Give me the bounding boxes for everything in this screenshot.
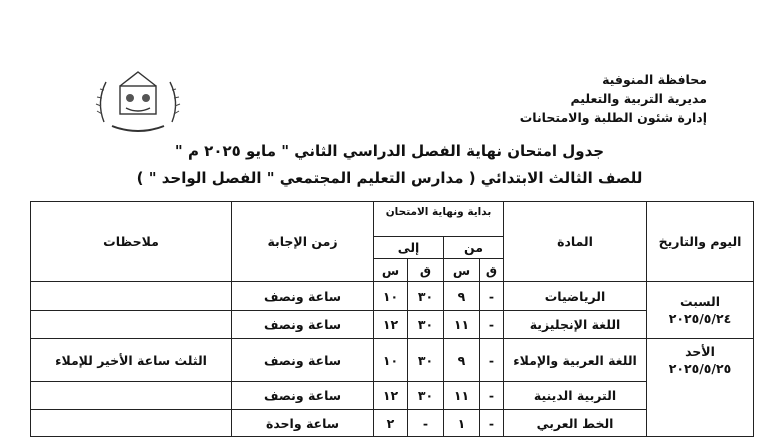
- exam-schedule-table: [30, 201, 754, 437]
- header-from-hour: س: [444, 258, 480, 282]
- header-to-minute: ق: [408, 258, 444, 282]
- to-minute-cell: ٣٠: [408, 339, 444, 382]
- from-minute-cell: -: [480, 282, 504, 311]
- from-minute-cell: -: [480, 382, 504, 410]
- header-to: إلى: [374, 237, 444, 259]
- duration-cell: ساعة واحدة: [232, 410, 374, 437]
- from-hour-cell: ١١: [444, 311, 480, 339]
- to-minute-cell: ٣٠: [408, 382, 444, 410]
- header-day-date: اليوم والتاريخ: [647, 202, 754, 282]
- to-minute-cell: -: [408, 410, 444, 437]
- header-notes: ملاحظات: [31, 202, 232, 282]
- to-hour-cell: ١٢: [374, 311, 408, 339]
- table-row: [31, 311, 754, 339]
- header-start-end: بداية ونهاية الامتحان: [374, 202, 504, 237]
- header-from-minute: ق: [480, 258, 504, 282]
- day-name: الأحد: [685, 344, 715, 360]
- table-row: [31, 282, 754, 311]
- governorate-name: محافظة المنوفية: [602, 72, 707, 87]
- ministry-emblem-icon: [90, 66, 186, 138]
- directorate-name: مديرية التربية والتعليم: [570, 91, 707, 106]
- notes-cell: [31, 311, 232, 339]
- header-duration: زمن الإجابة: [232, 202, 374, 282]
- subject-cell: الرياضيات: [504, 282, 647, 311]
- from-minute-cell: -: [480, 339, 504, 382]
- to-minute-cell: ٣٠: [408, 311, 444, 339]
- subject-cell: اللغة الإنجليزية: [504, 311, 647, 339]
- subject-cell: التربية الدينية: [504, 382, 647, 410]
- authority-header: [520, 70, 707, 127]
- to-minute-cell: ٣٠: [408, 282, 444, 311]
- to-hour-cell: ١٠: [374, 339, 408, 382]
- table-row: [31, 382, 754, 410]
- schedule-subtitle: للصف الثالث الابتدائي ( مدارس التعليم المجتمعي " الفصل الواحد " ): [136, 169, 643, 187]
- duration-cell: ساعة ونصف: [232, 339, 374, 382]
- day-date-cell: [647, 339, 754, 437]
- from-minute-cell: -: [480, 311, 504, 339]
- from-hour-cell: ١: [444, 410, 480, 437]
- to-hour-cell: ٢: [374, 410, 408, 437]
- day-date-cell: [647, 282, 754, 339]
- subject-cell: الخط العربي: [504, 410, 647, 437]
- exam-date: ٢٠٢٥/٥/٢٤: [668, 311, 732, 327]
- department-name: إدارة شئون الطلبة والامتحانات: [519, 110, 707, 125]
- duration-cell: ساعة ونصف: [232, 382, 374, 410]
- header-to-hour: س: [374, 258, 408, 282]
- notes-cell: الثلث ساعة الأخير للإملاء: [31, 339, 232, 382]
- day-name: السبت: [679, 294, 721, 310]
- table-row: [31, 410, 754, 437]
- from-hour-cell: ٩: [444, 282, 480, 311]
- notes-cell: [31, 382, 232, 410]
- to-hour-cell: ١٠: [374, 282, 408, 311]
- duration-cell: ساعة ونصف: [232, 282, 374, 311]
- notes-cell: [31, 410, 232, 437]
- table-row: [31, 339, 754, 382]
- header-from: من: [444, 237, 504, 259]
- exam-date: ٢٠٢٥/٥/٢٥: [668, 361, 732, 377]
- from-hour-cell: ١١: [444, 382, 480, 410]
- from-hour-cell: ٩: [444, 339, 480, 382]
- to-hour-cell: ١٢: [374, 382, 408, 410]
- schedule-title: جدول امتحان نهاية الفصل الدراسي الثاني " مايو ٢٠٢٥ م ": [174, 142, 605, 160]
- notes-cell: [31, 282, 232, 311]
- header-subject: المادة: [504, 202, 647, 282]
- duration-cell: ساعة ونصف: [232, 311, 374, 339]
- from-minute-cell: -: [480, 410, 504, 437]
- subject-cell: اللغة العربية والإملاء: [504, 339, 647, 382]
